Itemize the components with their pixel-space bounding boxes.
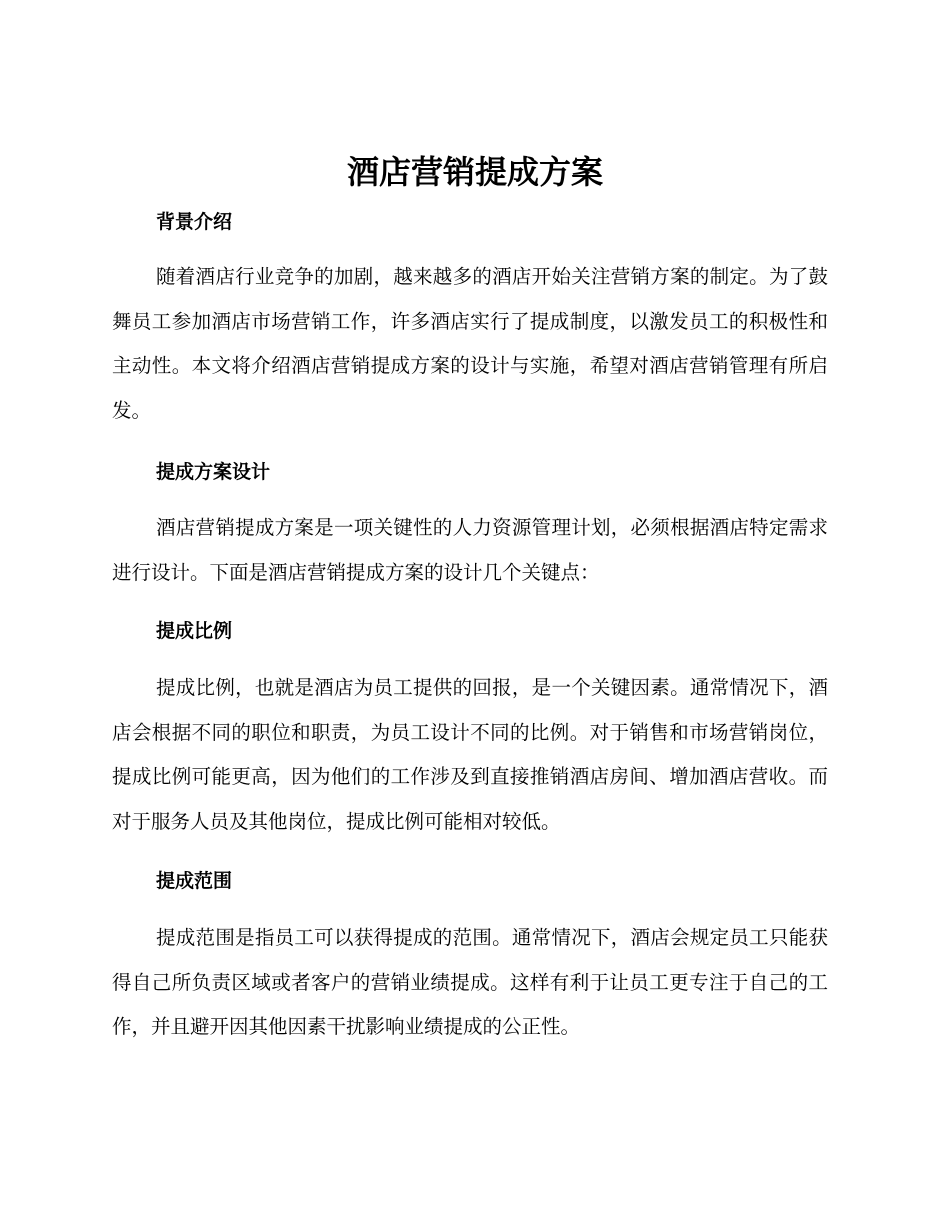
section-paragraph-background: 随着酒店行业竞争的加剧，越来越多的酒店开始关注营销方案的制定。为了鼓舞员工参加酒店市场营销工作，许多酒店实行了提成制度，以激发员工的积极性和主动性。本文将介绍酒店营销提成方案的设计与实施，希望对酒店营销管理有所启发。 xyxy=(112,265,828,422)
section-heading-commission-ratio: 提成比例 xyxy=(156,620,233,642)
section-paragraph-commission-ratio: 提成比例，也就是酒店为员工提供的回报，是一个关键因素。通常情况下，酒店会根据不同的职位和职责，为员工设计不同的比例。对于销售和市场营销岗位，提成比例可能更高，因为他们的工作涉及到直接推销酒店房间、增加酒店营收。而对于服务人员及其他岗位，提成比例可能相对较低。 xyxy=(112,676,828,833)
section-heading-commission-scope: 提成范围 xyxy=(156,870,233,892)
document-title: 酒店营销提成方案 xyxy=(346,153,603,191)
section-paragraph-plan-design: 酒店营销提成方案是一项关键性的人力资源管理计划，必须根据酒店特定需求进行设计。下面是酒店营销提成方案的设计几个关键点： xyxy=(112,516,828,584)
section-heading-background: 背景介绍 xyxy=(156,211,233,233)
section-heading-plan-design: 提成方案设计 xyxy=(156,461,271,483)
section-paragraph-commission-scope: 提成范围是指员工可以获得提成的范围。通常情况下，酒店会规定员工只能获得自己所负责区域或者客户的营销业绩提成。这样有利于让员工更专注于自己的工作，并且避开因其他因素干扰影响业绩提成的公正性。 xyxy=(112,926,828,1038)
